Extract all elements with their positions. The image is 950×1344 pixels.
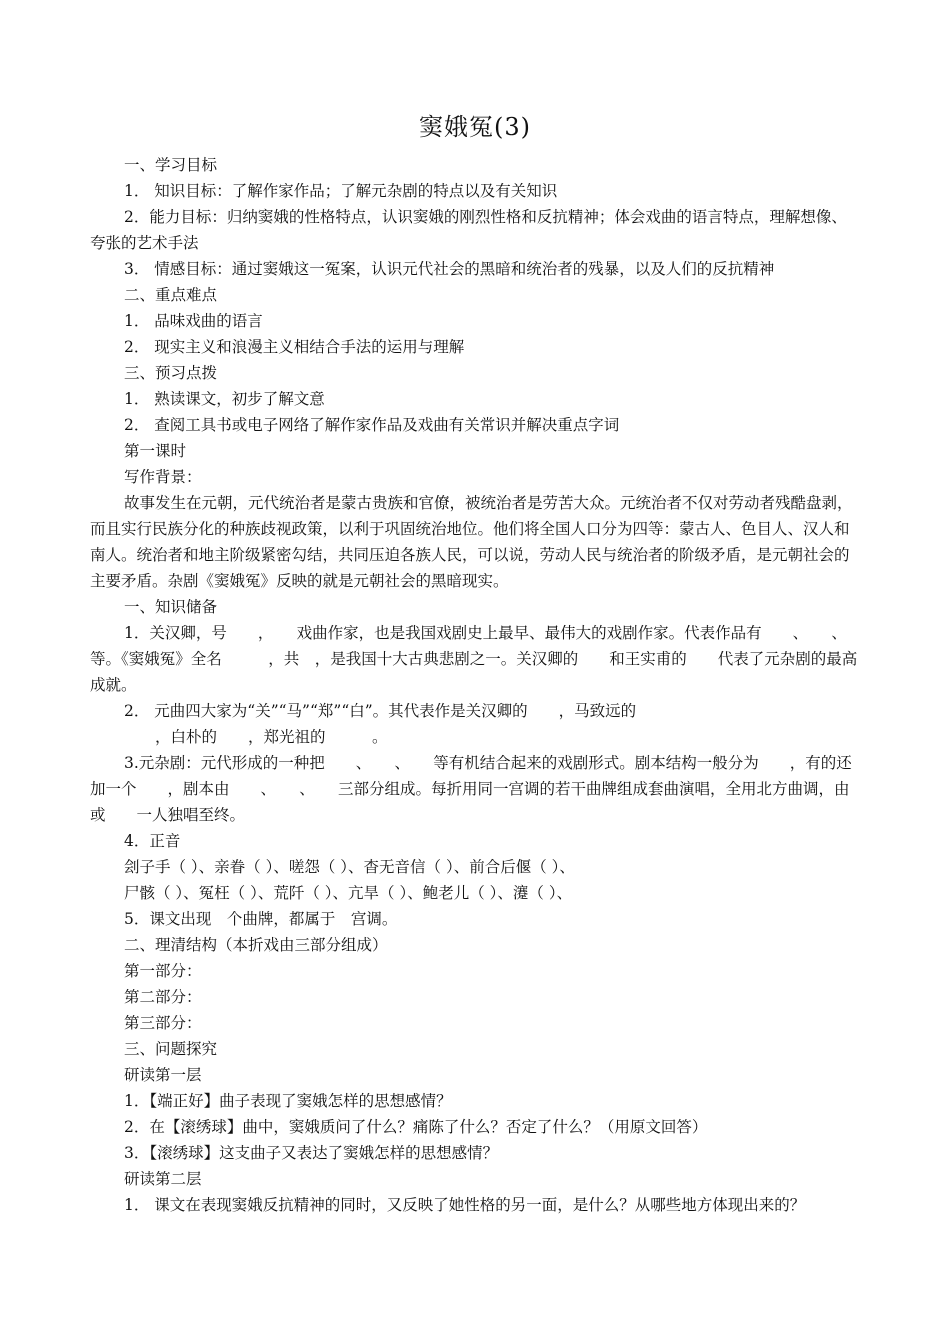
- text-paragraph: 1． 熟读课文，初步了解文意: [124, 390, 325, 408]
- document-body: [90, 152, 881, 1218]
- text-paragraph: 写作背景：: [124, 468, 202, 486]
- text-paragraph: 尸骸（ ）、冤枉（ ）、荒阡（ ）、亢旱（ ）、鲍老儿（ ）、瀽（ ）、: [124, 884, 573, 902]
- text-paragraph: 2． 查阅工具书或电子网络了解作家作品及戏曲有关常识并解决重点字词: [124, 416, 620, 434]
- text-paragraph: 4．正音: [124, 832, 181, 850]
- text-paragraph: ，白朴的 ，郑光祖的 。: [124, 728, 388, 746]
- text-paragraph: 1．【端正好】曲子表现了窦娥怎样的思想感情？: [124, 1092, 452, 1110]
- text-paragraph: 二、重点难点: [124, 286, 218, 304]
- text-paragraph: 第二部分：: [124, 988, 202, 1006]
- text-paragraph: 一、知识储备: [124, 598, 218, 616]
- text-paragraph: 1． 品味戏曲的语言: [124, 312, 263, 330]
- text-paragraph: 故事发生在元朝，元代统治者是蒙古贵族和官僚，被统治者是劳苦大众。元统治者不仅对劳动者残酷盘剥，而且实行民族分化的种族歧视政策，以利于巩固统治地位。他们将全国人口分为四等：蒙古人、色目人、汉人和南人。统治者和地主阶级紧密勾结，共同压迫各族人民，可以说，劳动人民与统治者的阶级矛盾，是元朝社会的主要矛盾。杂剧《窦娥冤》反映的就是元朝社会的黑暗现实。: [90, 494, 853, 590]
- text-paragraph: 研读第一层: [124, 1066, 202, 1084]
- text-paragraph: 第三部分：: [124, 1014, 202, 1032]
- text-paragraph: 一、学习目标: [124, 156, 218, 174]
- text-paragraph: 1． 课文在表现窦娥反抗精神的同时，又反映了她性格的另一面，是什么？从哪些地方体现出来的？: [124, 1196, 806, 1214]
- text-paragraph: 1．关汉卿，号 ， 戏曲作家，也是我国戏剧史上最早、最伟大的戏剧作家。代表作品有 、 、 等。《窦娥冤》全名 ，共 ，是我国十大古典悲剧之一。关汉卿的 和王实甫的 代表了元杂剧的最高成就。: [90, 624, 871, 694]
- text-paragraph: 刽子手（ ）、亲眷（ ）、嗟怨（ ）、杳无音信（ ）、前合后偃（ ）、: [124, 858, 575, 876]
- text-paragraph: 二、理清结构（本折戏由三部分组成）: [124, 936, 388, 954]
- text-paragraph: 第一部分：: [124, 962, 202, 980]
- text-paragraph: 三、预习点拨: [124, 364, 218, 382]
- text-paragraph: 2． 现实主义和浪漫主义相结合手法的运用与理解: [124, 338, 465, 356]
- text-paragraph: 研读第二层: [124, 1170, 202, 1188]
- document-title: 窦娥冤(3): [419, 113, 531, 141]
- text-paragraph: 3． 情感目标：通过窦娥这一冤案，认识元代社会的黑暗和统治者的残暴，以及人们的反抗精神: [124, 260, 775, 278]
- text-paragraph: 2． 元曲四大家为“关”“马”“郑”“白”。其代表作是关汉卿的 ，马致远的: [124, 702, 637, 720]
- text-paragraph: 5．课文出现 个曲牌，都属于 宫调。: [124, 910, 398, 928]
- text-paragraph: 3.元杂剧：元代形成的一种把 、 、 等有机结合起来的戏剧形式。剧本结构一般分为 ，有的还加一个 ，剧本由 、 、 三部分组成。每折用同一宫调的若干曲牌组成套曲演唱，全用北方曲调，由 或 一人独唱至终。: [90, 754, 881, 824]
- text-paragraph: 2．能力目标：归纳窦娥的性格特点，认识窦娥的刚烈性格和反抗精神；体会戏曲的语言特点，理解想像、夸张的艺术手法: [90, 208, 847, 252]
- text-paragraph: 第一课时: [124, 442, 187, 460]
- text-paragraph: 2．在【滚绣球】曲中，窦娥质问了什么？痛陈了什么？否定了什么？（用原文回答）: [124, 1118, 708, 1136]
- text-paragraph: 三、问题探究: [124, 1040, 218, 1058]
- text-paragraph: 3．【滚绣球】这支曲子又表达了窦娥怎样的思想感情？: [124, 1144, 499, 1162]
- text-paragraph: 1． 知识目标：了解作家作品；了解元杂剧的特点以及有关知识: [124, 182, 558, 200]
